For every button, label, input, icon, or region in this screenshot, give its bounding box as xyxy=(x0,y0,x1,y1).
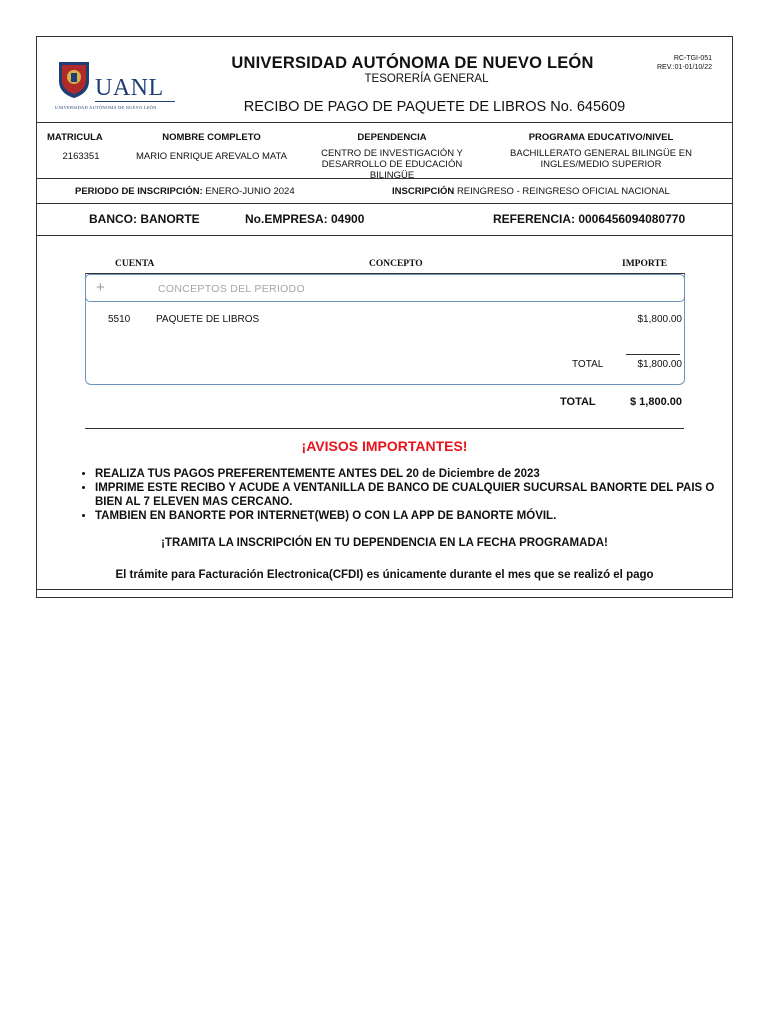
doc-revision: REV.:01-01/10/22 xyxy=(656,64,712,71)
notice-item: • TAMBIEN EN BANORTE POR INTERNET(WEB) O CON LA APP DE BANORTE MÓVIL. xyxy=(95,509,725,523)
subtotal-value: $1,800.00 xyxy=(637,359,682,370)
row-concepto: PAQUETE DE LIBROS xyxy=(156,314,260,325)
programa-value: BACHILLERATO GENERAL BILINGÜE EN INGLES/MEDIO SUPERIOR xyxy=(510,148,692,170)
student-info-row xyxy=(37,122,732,179)
dependencia-column xyxy=(295,132,489,181)
section-title: CONCEPTOS DEL PERIODO xyxy=(158,283,305,295)
name-label: NOMBRE COMPLETO xyxy=(162,132,261,143)
inscripcion-value: REINGRESO - REINGRESO OFICIAL NACIONAL xyxy=(456,186,670,197)
inscripcion-label: INSCRIPCIÓN xyxy=(392,186,455,197)
periodo-label: PERIODO DE INSCRIPCIÓN: xyxy=(75,186,203,197)
notices-list xyxy=(81,467,725,523)
cfdi-notice: El trámite para Facturación Electronica(CFDI) es únicamente durante el mes que se realizó el pago xyxy=(115,569,654,581)
notices-title: ¡AVISOS IMPORTANTES! xyxy=(301,438,468,454)
plus-icon[interactable]: + xyxy=(96,279,105,296)
logo-wordmark: UANL xyxy=(95,75,164,101)
dependencia-value: CENTRO DE INVESTIGACIÓN Y DESARROLLO DE EDUCACIÓN BILINGÜE xyxy=(321,148,463,181)
department-name: TESORERÍA GENERAL xyxy=(364,73,489,85)
programa-column xyxy=(499,132,703,170)
tramita-notice: ¡TRAMITA LA INSCRIPCIÓN EN TU DEPENDENCIA EN LA FECHA PROGRAMADA! xyxy=(161,537,608,549)
total-value: $ 1,800.00 xyxy=(630,396,682,408)
document-code xyxy=(657,54,712,72)
subtotal-line xyxy=(626,354,680,355)
row-cuenta: 5510 xyxy=(108,314,131,325)
total-divider xyxy=(85,428,684,429)
period-row xyxy=(37,178,732,204)
receipt-title: RECIBO DE PAGO DE PAQUETE DE LIBROS No. 645609 xyxy=(243,99,626,115)
notice-item: • IMPRIME ESTE RECIBO Y ACUDE A VENTANILLA DE BANCO DE CUALQUIER SUCURSAL BANORTE DEL PAIS O BIEN AL 7 ELEVEN MAS CERCANO. xyxy=(95,481,725,509)
section-header[interactable] xyxy=(85,274,685,302)
name-column xyxy=(129,132,294,162)
row-importe: $1,800.00 xyxy=(637,314,682,325)
logo-subtext: UNIVERSIDAD AUTÓNOMA DE NUEVO LEÓN xyxy=(55,105,157,110)
col-header-importe: IMPORTE xyxy=(622,259,668,269)
dependencia-label: DEPENDENCIA xyxy=(357,132,427,143)
col-header-cuenta: CUENTA xyxy=(115,259,155,269)
university-name: UNIVERSIDAD AUTÓNOMA DE NUEVO LEÓN xyxy=(231,54,594,72)
periodo-field xyxy=(75,186,295,197)
notice-item: • REALIZA TUS PAGOS PREFERENTEMENTE ANTES DEL 20 de Diciembre de 2023 xyxy=(95,467,725,481)
name-value: MARIO ENRIQUE AREVALO MATA xyxy=(136,151,287,162)
inscripcion-field xyxy=(392,186,670,197)
bank-row xyxy=(37,203,732,236)
periodo-value: ENERO-JUNIO 2024 xyxy=(205,186,295,197)
receipt-header xyxy=(37,37,732,123)
total-label: TOTAL xyxy=(560,396,596,408)
payment-receipt xyxy=(36,36,733,598)
bank-name: BANCO: BANORTE xyxy=(89,212,200,226)
subtotal-label: TOTAL xyxy=(572,359,604,370)
company-number: No.EMPRESA: 04900 xyxy=(245,212,365,226)
matricula-value: 2163351 xyxy=(62,151,100,162)
footer-divider xyxy=(37,589,732,590)
col-header-concepto: CONCEPTO xyxy=(369,259,423,269)
programa-label: PROGRAMA EDUCATIVO/NIVEL xyxy=(528,132,674,143)
payment-reference: REFERENCIA: 0006456094080770 xyxy=(493,212,686,226)
doc-code: RC-TGI-051 xyxy=(673,55,712,62)
matricula-column xyxy=(41,132,121,162)
matricula-label: MATRICULA xyxy=(47,132,103,143)
